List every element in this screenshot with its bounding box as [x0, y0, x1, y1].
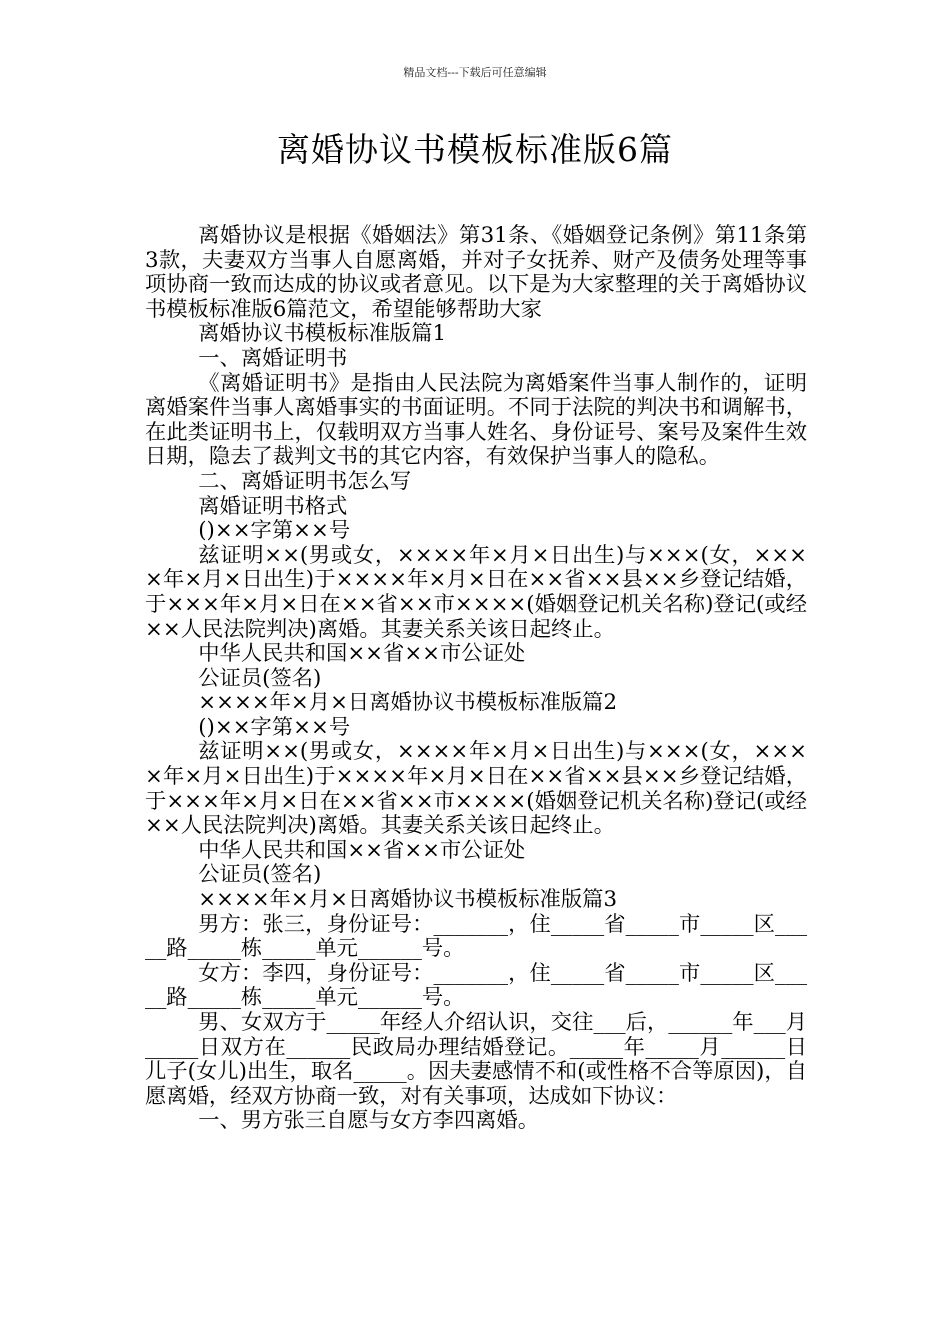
intro-paragraph: 离婚协议是根据《婚姻法》第31条、《婚姻登记条例》第11条第3款，夫妻双方当事人自愿离婚，并对子女抚养、财产及债务处理等事项协商一致而达成的协议或者意见。以下是为大家整理的关于离婚协议书模板标准版6篇范文，希望能够帮助大家 — [145, 223, 807, 322]
subheading: 一、离婚证明书 — [198, 345, 348, 371]
section-heading-1: 离婚协议书模板标准版篇1 — [198, 321, 447, 347]
notary-office-line: 中华人民共和国××省××市公证处 — [198, 837, 526, 863]
date-and-section-heading-3: ××××年×月×日离婚协议书模板标准版篇3 — [198, 887, 618, 913]
certificate-text: 兹证明××(男或女，××××年×月×日出生)与×××(女，××××年×月×日出生)于××××年×月×日在××省××县××乡登记结婚，于×××年×月×日在××省××市××××(婚姻登记机关名称)登记(或经××人民法院判决)离婚。其妻关系关该日起终止。 — [145, 739, 807, 839]
subheading: 二、离婚证明书怎么写 — [198, 468, 412, 494]
notary-signature-line: 公证员(签名) — [198, 862, 322, 888]
document-body — [145, 224, 807, 1134]
page-header: 精品文档---下载后可任意编辑 — [403, 66, 547, 79]
case-number-line: ()××字第××号 — [198, 714, 351, 740]
date-and-section-heading-2: ××××年×月×日离婚协议书模板标准版篇2 — [198, 690, 618, 716]
paragraph: 离婚证明书格式 — [198, 493, 348, 519]
case-number-line: ()××字第××号 — [198, 518, 351, 544]
husband-info-line: 男方：张三，身份证号：_______，住_____省_____市_____区_____路_____栋_____单元______号。 — [145, 911, 807, 962]
marriage-history-paragraph: 男、女双方于_____年经人介绍认识，交往___后，______年___月_____日双方在______民政局办理结婚登记。_____年_____月______日儿子(女儿)出生，取名_____。因夫妻感情不和(或性格不合等原因)，自愿离婚，经双方协商一致，对有关事项，达成如下协议： — [145, 1010, 807, 1109]
wife-info-line: 女方：李四，身份证号：_______，住_____省_____市_____区_____路_____栋_____单元______号。 — [145, 960, 807, 1011]
notary-office-line: 中华人民共和国××省××市公证处 — [198, 641, 526, 667]
certificate-text: 兹证明××(男或女，××××年×月×日出生)与×××(女，××××年×月×日出生)于××××年×月×日在××省××县××乡登记结婚，于×××年×月×日在××省××市××××(婚姻登记机关名称)登记(或经××人民法院判决)离婚。其妻关系关该日起终止。 — [145, 542, 807, 642]
document-title: 离婚协议书模板标准版6篇 — [277, 130, 673, 169]
paragraph: 《离婚证明书》是指由人民法院为离婚案件当事人制作的，证明离婚案件当事人离婚事实的书面证明。不同于法院的判决书和调解书，在此类证明书上，仅载明双方当事人姓名、身份证号、案号及案件生效日期，隐去了裁判文书的其它内容，有效保护当事人的隐私。 — [145, 370, 807, 470]
agreement-clause-1: 一、男方张三自愿与女方李四离婚。 — [198, 1108, 540, 1134]
notary-signature-line: 公证员(签名) — [198, 665, 322, 691]
